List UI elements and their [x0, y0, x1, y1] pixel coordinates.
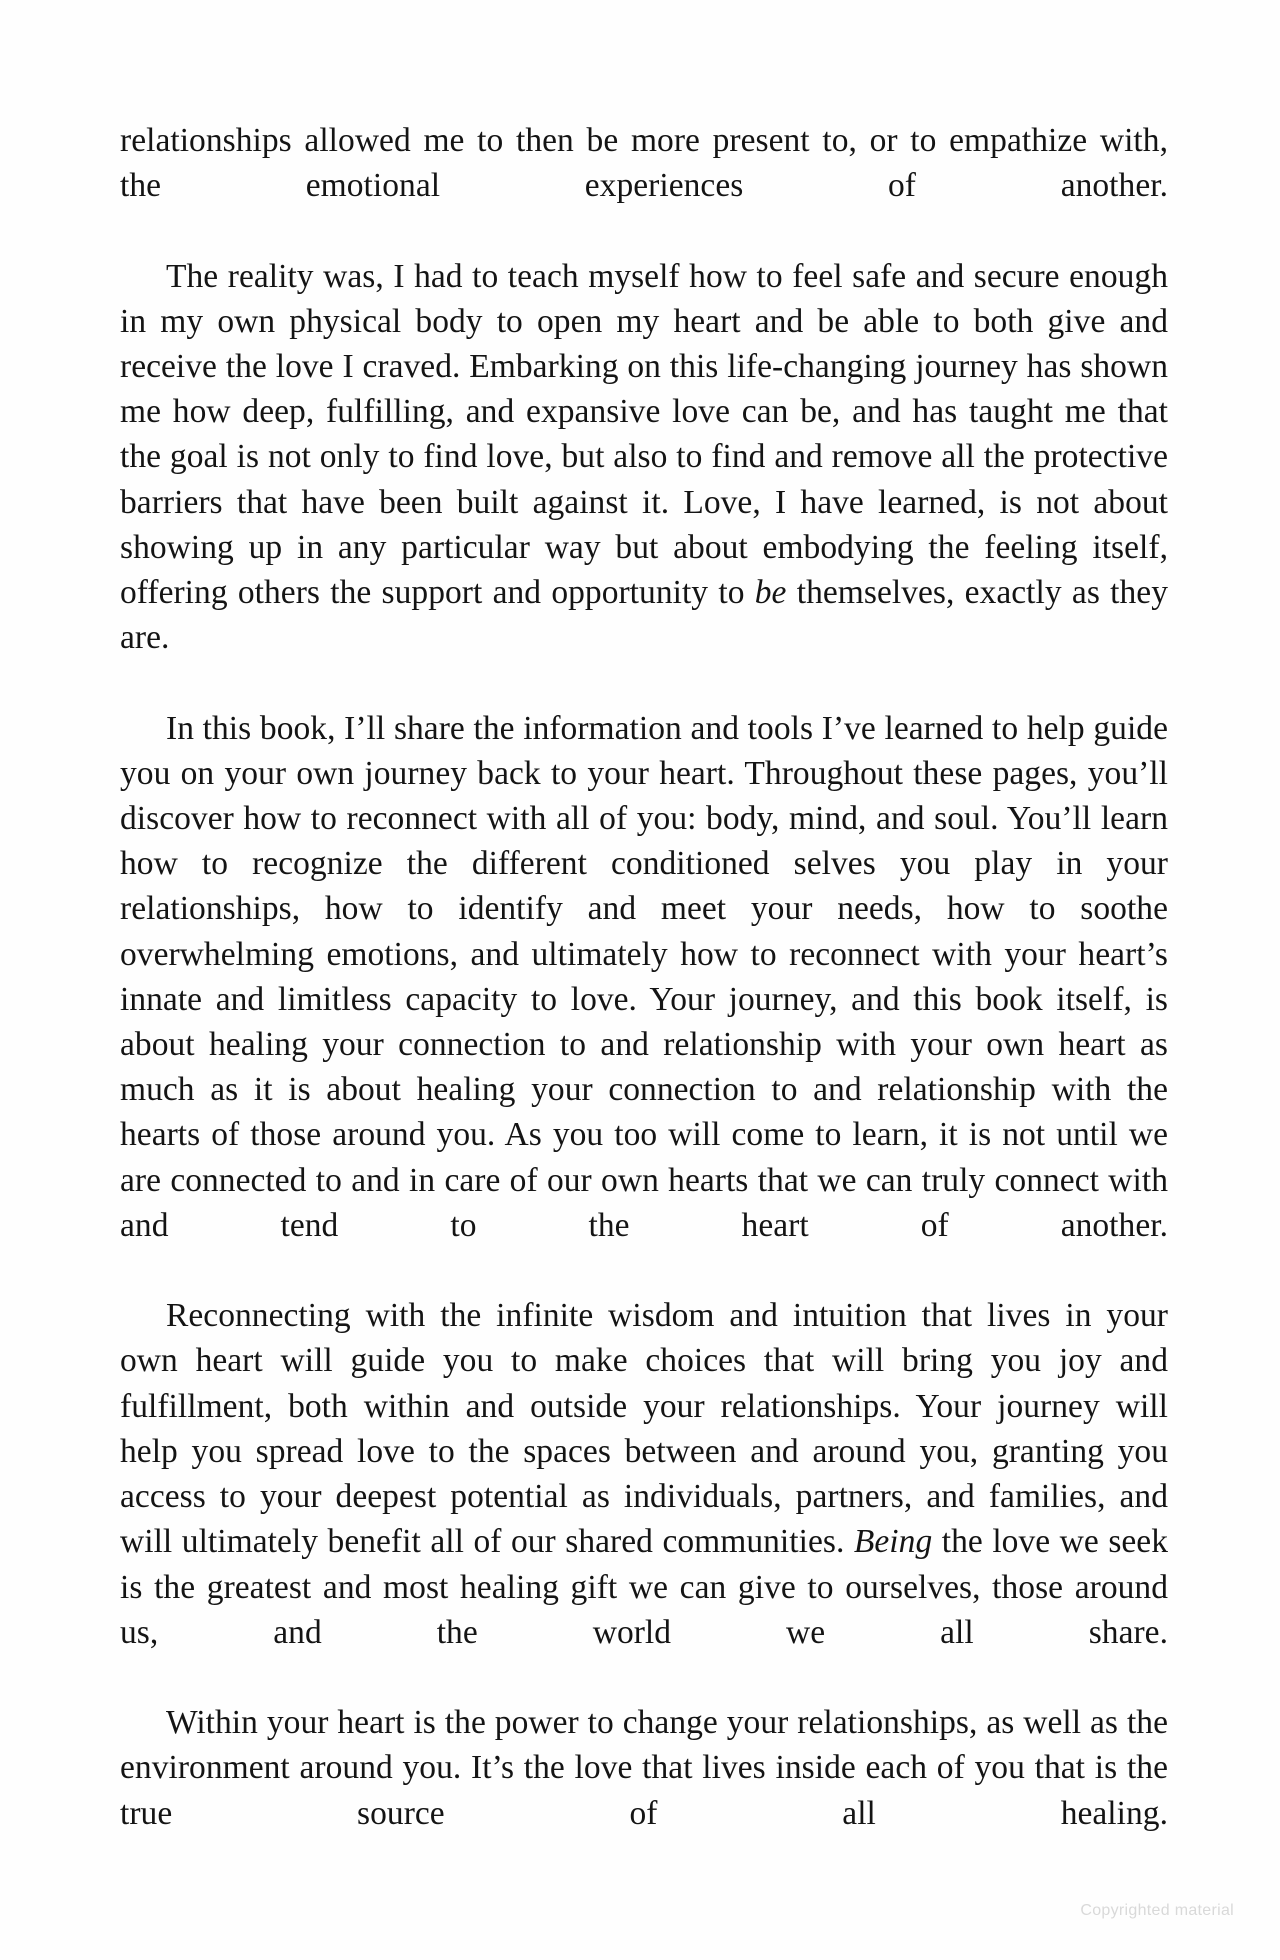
- emphasis-text: Being: [853, 1523, 933, 1561]
- para-in-this-book: In this book, I’ll share the information and tools I’ve learned to help guide you on your own journey back to your heart. Throughout these pages, you’ll discover how to reconnect with all of you: body, mind, and soul. You’ll learn how to recognize the different conditioned selves you play in your relationships, how to identify and meet your needs, how to soothe overwhelming emotions, and ultimately how to reconnect with your heart’s innate and limitless capacity to love. Your journey, and this book itself, is about healing your connection to and relationship with your own heart as much as it is about healing your connection to and relationship with the hearts of those around you. As you too will come to learn, it is not until we are connected to and in care of our own hearts that we can truly connect with and tend to the heart of another.: [120, 709, 1168, 1244]
- emphasis-text: be: [754, 574, 787, 612]
- para-continuation: relationships allowed me to then be more present to, or to empathize with, the emotional experiences of another.: [120, 122, 1168, 205]
- para-reconnecting: Reconnecting with the infinite wisdom and intuition that lives in your own heart will guide you to make choices that will bring you joy and fulfillment, both within and outside your relationships. Your journey will help you spread love to the spaces between and around you, granting you access to your deepest potential as individuals, partners, and families, and will ultimately benefit all of our shared communities. Being the love we seek is the greatest and most healing gift we can give to ourselves, those around us, and the world we all share.: [120, 1297, 1169, 1651]
- body-text: [120, 118, 1168, 1881]
- para-within-your-heart: Within your heart is the power to change your relationships, as well as the environment around you. It’s the love that lives inside each of you that is the true source of all healing.: [120, 1704, 1168, 1832]
- para-reality: The reality was, I had to teach myself how to feel safe and secure enough in my own physical body to open my heart and be able to both give and receive the love I craved. Embarking on this life-changing journey has shown me how deep, fulfilling, and expansive love can be, and has taught me that the goal is not only to find love, but also to find and remove all the protective barriers that have been built against it. Love, I have learned, is not about showing up in any particular way but about embodying the feeling itself, offering others the support and opportunity to be themselves, exactly as they are.: [120, 257, 1168, 657]
- copyright-watermark: Copyrighted material: [1080, 1902, 1234, 1919]
- page-text-block: [120, 118, 1168, 1881]
